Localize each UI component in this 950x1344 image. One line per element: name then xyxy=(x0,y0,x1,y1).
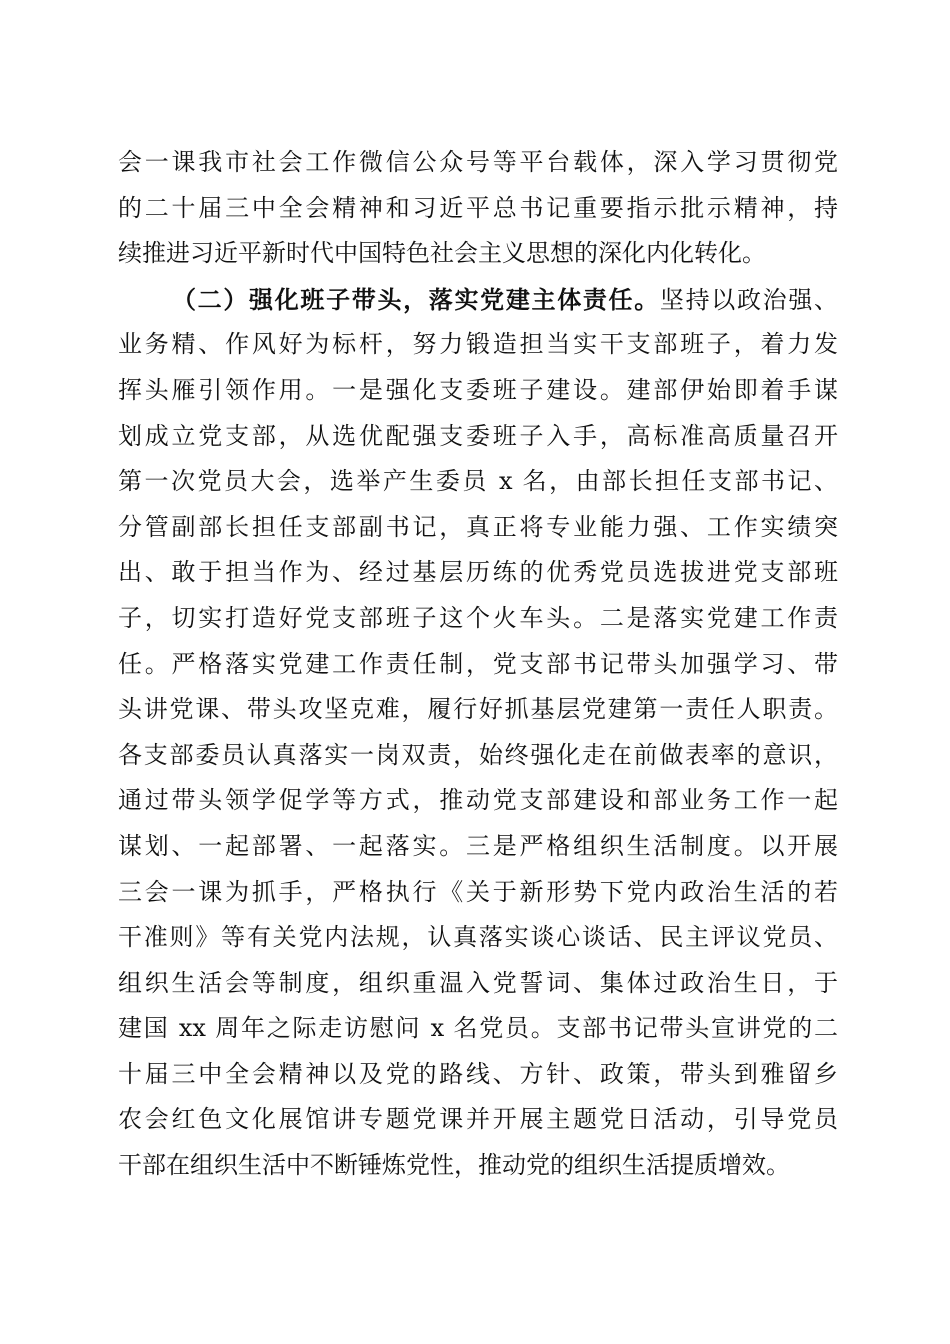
section-heading-line xyxy=(118,277,838,323)
text-line: 出、敢于担当作为、经过基层历练的优秀党员选拔进党支部班 xyxy=(118,558,838,587)
text-line: 任。严格落实党建工作责任制，党支部书记带头加强学习、带 xyxy=(118,649,838,678)
text-line: 谋划、一起部署、一起落实。三是严格组织生活制度。以开展 xyxy=(118,831,838,860)
body-text xyxy=(118,140,838,1189)
text-line: 业务精、作风好为标杆，努力锻造担当实干支部班子，着力发 xyxy=(118,330,838,359)
text-line: 干准则》等有关党内法规，认真落实谈心谈话、民主评议党员、 xyxy=(118,923,838,952)
text-line: 分管副部长担任支部副书记，真正将专业能力强、工作实绩突 xyxy=(118,512,838,541)
text-line: 挥头雁引领作用。一是强化支委班子建设。建部伊始即着手谋 xyxy=(118,375,838,404)
text-line: 续推进习近平新时代中国特色社会主义思想的深化内化转化。 xyxy=(118,239,766,268)
text-line: 子，切实打造好党支部班子这个火车头。二是落实党建工作责 xyxy=(118,603,838,632)
text-line: 三会一课为抓手，严格执行《关于新形势下党内政治生活的若 xyxy=(118,877,838,906)
section-heading-continuation: 坚持以政治强、 xyxy=(659,285,839,314)
text-line: 第一次党员大会，选举产生委员 x 名，由部长担任支部书记、 xyxy=(118,467,838,496)
text-line: 会一课我市社会工作微信公众号等平台载体，深入学习贯彻党 xyxy=(118,148,838,176)
text-line: 头讲党课、带头攻坚克难，履行好抓基层党建第一责任人职责。 xyxy=(118,695,838,724)
text-line: 各支部委员认真落实一岗双责，始终强化走在前做表率的意识， xyxy=(118,740,838,769)
section-heading: （二）强化班子带头，落实党建主体责任。 xyxy=(172,284,660,314)
text-line: 通过带头领学促学等方式，推动党支部建设和部业务工作一起 xyxy=(118,786,838,815)
text-line: 农会红色文化展馆讲专题党课并开展主题党日活动，引导党员 xyxy=(118,1105,838,1134)
text-line: 组织生活会等制度，组织重温入党誓词、集体过政治生日，于 xyxy=(118,968,838,997)
text-line: 划成立党支部，从选优配强支委班子入手，高标准高质量召开 xyxy=(118,421,838,450)
text-line: 建国 xx 周年之际走访慰问 x 名党员。支部书记带头宣讲党的二 xyxy=(118,1014,838,1043)
text-line: 十届三中全会精神以及党的路线、方针、政策，带头到雅留乡 xyxy=(118,1059,838,1088)
text-line: 干部在组织生活中不断锤炼党性，推动党的组织生活提质增效。 xyxy=(118,1151,790,1180)
text-line: 的二十届三中全会精神和习近平总书记重要指示批示精神，持 xyxy=(118,193,838,222)
